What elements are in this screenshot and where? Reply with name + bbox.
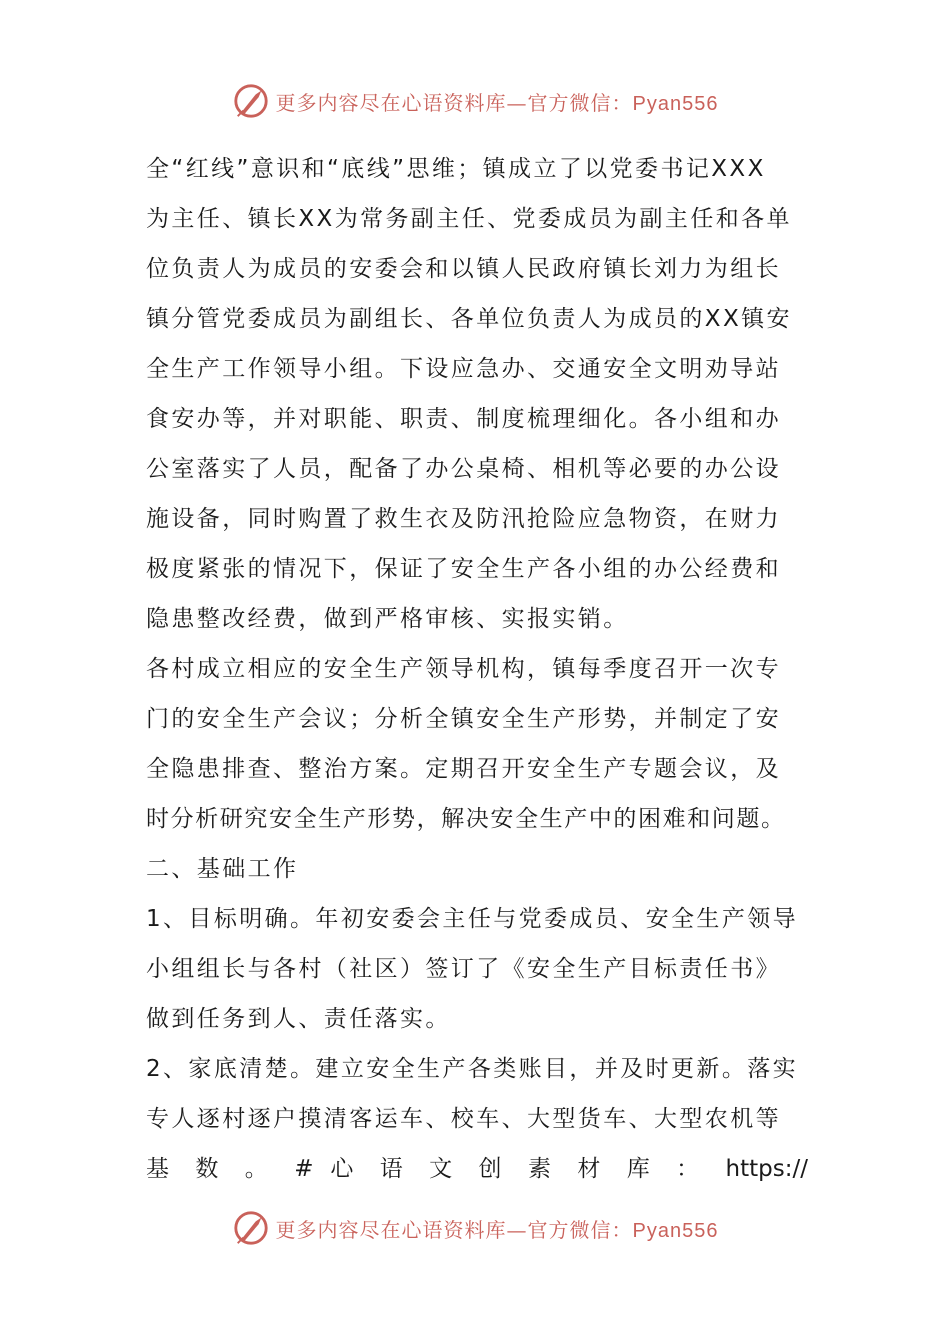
text-line: 隐患整改经费，做到严格审核、实报实销。 — [146, 606, 629, 632]
header-watermark-banner — [0, 76, 950, 126]
text-line: 食安办等，并对职能、职责、制度梳理细化。各小组和办 — [146, 406, 781, 432]
text-line: 公室落实了人员，配备了办公桌椅、相机等必要的办公设 — [146, 456, 781, 482]
text-line: 施设备，同时购置了救生衣及防汛抢险应急物资，在财力 — [146, 506, 781, 532]
pen-nib-circle-icon — [232, 82, 270, 120]
text-line: 门的安全生产会议；分析全镇安全生产形势，并制定了安 — [146, 706, 781, 732]
watermark-text: 更多内容尽在心语资料库—官方微信：Pyan556 — [275, 90, 719, 115]
section-heading: 二、基础工作 — [146, 856, 299, 882]
text-line: 全“红线”意识和“底线”思维；镇成立了以党委书记XXX — [146, 156, 766, 182]
text-line: 为主任、镇长XX为常务副主任、党委成员为副主任和各单 — [146, 206, 792, 232]
pen-nib-circle-icon — [232, 1209, 270, 1247]
text-line: 全隐患排查、整治方案。定期召开安全生产专题会议，及 — [146, 756, 781, 782]
text-line: 2、家底清楚。建立安全生产各类账目，并及时更新。落实 — [146, 1056, 799, 1082]
document-body — [146, 144, 808, 1194]
text-line: 小组组长与各村（社区）签订了《安全生产目标责任书》 — [146, 956, 781, 982]
footer-watermark-banner — [0, 1203, 950, 1253]
text-line: 全生产工作领导小组。下设应急办、交通安全文明劝导站 — [146, 356, 781, 382]
text-line: 镇分管党委成员为副组长、各单位负责人为成员的XX镇安 — [146, 306, 792, 332]
text-line: 位负责人为成员的安委会和以镇人民政府镇长刘力为组长 — [146, 256, 781, 282]
text-line: 各村成立相应的安全生产领导机构，镇每季度召开一次专 — [146, 656, 781, 682]
text-line: 极度紧张的情况下，保证了安全生产各小组的办公经费和 — [146, 556, 781, 582]
text-line: 做到任务到人、责任落实。 — [146, 1006, 451, 1032]
text-line: 1、目标明确。年初安委会主任与党委成员、安全生产领导 — [146, 906, 799, 932]
text-line: 基 数 。 # 心 语 文 创 素 材 库 ： https:// — [146, 1156, 808, 1182]
text-line: 专人逐村逐户摸清客运车、校车、大型货车、大型农机等 — [146, 1106, 781, 1132]
text-line: 时分析研究安全生产形势，解决安全生产中的困难和问题。 — [146, 806, 786, 832]
watermark-text: 更多内容尽在心语资料库—官方微信：Pyan556 — [275, 1217, 719, 1242]
